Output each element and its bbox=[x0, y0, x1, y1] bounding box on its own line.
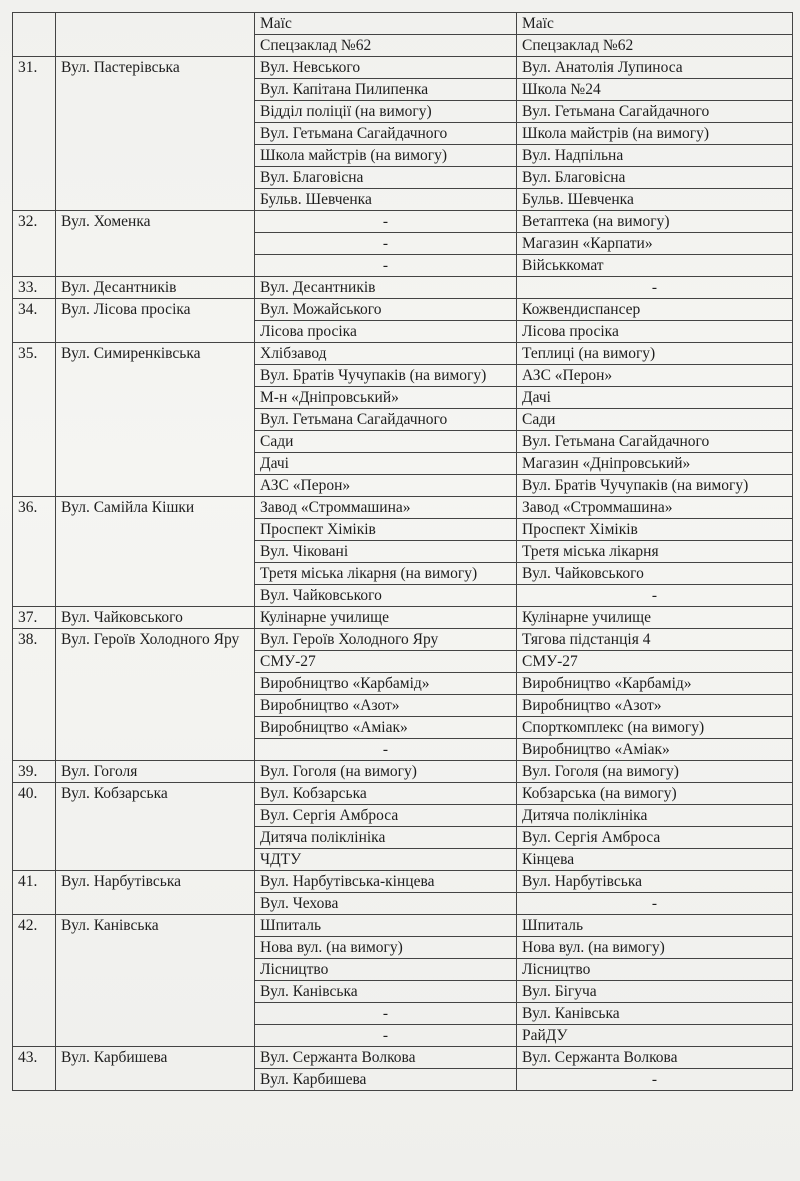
stop-backward: - bbox=[517, 277, 793, 299]
route-number: 40. bbox=[13, 783, 56, 871]
route-number: 36. bbox=[13, 497, 56, 607]
stop-forward: Бульв. Шевченка bbox=[255, 189, 517, 211]
stop-forward: Вул. Братів Чучупаків (на вимогу) bbox=[255, 365, 517, 387]
stop-backward: Кулінарне училище bbox=[517, 607, 793, 629]
stop-forward: Вул. Гетьмана Сагайдачного bbox=[255, 409, 517, 431]
stop-forward: ЧДТУ bbox=[255, 849, 517, 871]
stop-backward: АЗС «Перон» bbox=[517, 365, 793, 387]
stop-forward: Лісництво bbox=[255, 959, 517, 981]
stop-backward: Проспект Хіміків bbox=[517, 519, 793, 541]
street-name: Вул. Симиренківська bbox=[56, 343, 255, 497]
stop-backward: Виробництво «Аміак» bbox=[517, 739, 793, 761]
stop-backward: Тягова підстанція 4 bbox=[517, 629, 793, 651]
stop-forward: Виробництво «Азот» bbox=[255, 695, 517, 717]
route-number: 39. bbox=[13, 761, 56, 783]
table-row bbox=[13, 299, 793, 321]
stop-forward: Вул. Чехова bbox=[255, 893, 517, 915]
stop-backward: Вул. Гетьмана Сагайдачного bbox=[517, 431, 793, 453]
stop-backward: РайДУ bbox=[517, 1025, 793, 1047]
stop-backward: Вул. Сержанта Волкова bbox=[517, 1047, 793, 1069]
table-row bbox=[13, 915, 793, 937]
stop-forward: Вул. Кобзарська bbox=[255, 783, 517, 805]
route-number: 34. bbox=[13, 299, 56, 343]
stop-forward: Сади bbox=[255, 431, 517, 453]
table-row bbox=[13, 761, 793, 783]
street-name: Вул. Гоголя bbox=[56, 761, 255, 783]
stop-forward: Хлібзавод bbox=[255, 343, 517, 365]
route-stops-body bbox=[13, 13, 793, 1091]
stop-backward: Вул. Анатолія Лупиноса bbox=[517, 57, 793, 79]
stop-forward: Вул. Чайковського bbox=[255, 585, 517, 607]
route-number: 35. bbox=[13, 343, 56, 497]
street-name: Вул. Кобзарська bbox=[56, 783, 255, 871]
table-row bbox=[13, 277, 793, 299]
stop-backward: Вул. Нарбутівська bbox=[517, 871, 793, 893]
stop-backward: Кінцева bbox=[517, 849, 793, 871]
stop-forward: Вул. Капітана Пилипенка bbox=[255, 79, 517, 101]
street-name: Вул. Карбишева bbox=[56, 1047, 255, 1091]
table-row bbox=[13, 629, 793, 651]
stop-backward: Спорткомплекс (на вимогу) bbox=[517, 717, 793, 739]
stop-backward: Маїс bbox=[517, 13, 793, 35]
stop-forward: Вул. Невського bbox=[255, 57, 517, 79]
stop-forward: Вул. Героїв Холодного Яру bbox=[255, 629, 517, 651]
stop-backward: Вул. Гоголя (на вимогу) bbox=[517, 761, 793, 783]
stop-backward: Магазин «Карпати» bbox=[517, 233, 793, 255]
table-row bbox=[13, 211, 793, 233]
stop-forward: Школа майстрів (на вимогу) bbox=[255, 145, 517, 167]
stop-forward: Шпиталь bbox=[255, 915, 517, 937]
street-name: Вул. Самійла Кішки bbox=[56, 497, 255, 607]
stop-forward: Маїс bbox=[255, 13, 517, 35]
route-number: 38. bbox=[13, 629, 56, 761]
stop-forward: Дитяча поліклініка bbox=[255, 827, 517, 849]
stop-backward: Лісництво bbox=[517, 959, 793, 981]
stop-forward: - bbox=[255, 1025, 517, 1047]
route-number: 42. bbox=[13, 915, 56, 1047]
stop-forward: Вул. Сергія Амброса bbox=[255, 805, 517, 827]
table-row bbox=[13, 497, 793, 519]
route-number: 32. bbox=[13, 211, 56, 277]
stop-forward: Спецзаклад №62 bbox=[255, 35, 517, 57]
route-number: 31. bbox=[13, 57, 56, 211]
stop-backward: Шпиталь bbox=[517, 915, 793, 937]
stop-backward: Дачі bbox=[517, 387, 793, 409]
stop-forward: Лісова просіка bbox=[255, 321, 517, 343]
stop-forward: Проспект Хіміків bbox=[255, 519, 517, 541]
table-row bbox=[13, 13, 793, 35]
table-row bbox=[13, 783, 793, 805]
stop-forward: - bbox=[255, 739, 517, 761]
route-number: 41. bbox=[13, 871, 56, 915]
street-name: Вул. Лісова просіка bbox=[56, 299, 255, 343]
stop-forward: Третя міська лікарня (на вимогу) bbox=[255, 563, 517, 585]
stop-backward: Нова вул. (на вимогу) bbox=[517, 937, 793, 959]
stop-backward: Бульв. Шевченка bbox=[517, 189, 793, 211]
stop-backward: Військкомат bbox=[517, 255, 793, 277]
street-name: Вул. Чайковського bbox=[56, 607, 255, 629]
stop-backward: Вул. Бігуча bbox=[517, 981, 793, 1003]
stop-forward: М-н «Дніпровський» bbox=[255, 387, 517, 409]
stop-backward: Дитяча поліклініка bbox=[517, 805, 793, 827]
stop-forward: Нова вул. (на вимогу) bbox=[255, 937, 517, 959]
stop-forward: СМУ-27 bbox=[255, 651, 517, 673]
stop-forward: Вул. Карбишева bbox=[255, 1069, 517, 1091]
stop-forward: Вул. Гетьмана Сагайдачного bbox=[255, 123, 517, 145]
table-row bbox=[13, 1047, 793, 1069]
table-row bbox=[13, 607, 793, 629]
stop-backward: Спецзаклад №62 bbox=[517, 35, 793, 57]
stop-forward: Виробництво «Карбамід» bbox=[255, 673, 517, 695]
stop-backward: Вул. Благовісна bbox=[517, 167, 793, 189]
stop-forward: - bbox=[255, 233, 517, 255]
route-number: 33. bbox=[13, 277, 56, 299]
stop-forward: Вул. Канівська bbox=[255, 981, 517, 1003]
street-name: Вул. Десантників bbox=[56, 277, 255, 299]
stop-forward: Дачі bbox=[255, 453, 517, 475]
street-name bbox=[56, 13, 255, 57]
stop-forward: - bbox=[255, 255, 517, 277]
stop-backward: Вул. Братів Чучупаків (на вимогу) bbox=[517, 475, 793, 497]
street-name: Вул. Нарбутівська bbox=[56, 871, 255, 915]
stop-backward: Вул. Сергія Амброса bbox=[517, 827, 793, 849]
stop-forward: Вул. Десантників bbox=[255, 277, 517, 299]
stop-backward: Завод «Строммашина» bbox=[517, 497, 793, 519]
stop-backward: - bbox=[517, 585, 793, 607]
stop-backward: Вул. Чайковського bbox=[517, 563, 793, 585]
stop-backward: Кобзарська (на вимогу) bbox=[517, 783, 793, 805]
street-name: Вул. Хоменка bbox=[56, 211, 255, 277]
stop-backward: - bbox=[517, 893, 793, 915]
route-number: 43. bbox=[13, 1047, 56, 1091]
stop-forward: Вул. Чіковані bbox=[255, 541, 517, 563]
stop-backward: Магазин «Дніпровський» bbox=[517, 453, 793, 475]
stop-backward: Вул. Канівська bbox=[517, 1003, 793, 1025]
stop-backward: Ветаптека (на вимогу) bbox=[517, 211, 793, 233]
stop-forward: Відділ поліції (на вимогу) bbox=[255, 101, 517, 123]
stop-backward: Виробництво «Азот» bbox=[517, 695, 793, 717]
route-number: 37. bbox=[13, 607, 56, 629]
stop-forward: АЗС «Перон» bbox=[255, 475, 517, 497]
table-row bbox=[13, 343, 793, 365]
stop-backward: Сади bbox=[517, 409, 793, 431]
stop-forward: Кулінарне училище bbox=[255, 607, 517, 629]
stop-forward: Завод «Строммашина» bbox=[255, 497, 517, 519]
stop-backward: Вул. Гетьмана Сагайдачного bbox=[517, 101, 793, 123]
stop-forward: Вул. Можайського bbox=[255, 299, 517, 321]
stop-forward: - bbox=[255, 1003, 517, 1025]
stop-backward: Виробництво «Карбамід» bbox=[517, 673, 793, 695]
stop-backward: СМУ-27 bbox=[517, 651, 793, 673]
stop-forward: Вул. Благовісна bbox=[255, 167, 517, 189]
stop-forward: - bbox=[255, 211, 517, 233]
street-name: Вул. Героїв Холодного Яру bbox=[56, 629, 255, 761]
stop-backward: Кожвендиспансер bbox=[517, 299, 793, 321]
stop-forward: Виробництво «Аміак» bbox=[255, 717, 517, 739]
stop-backward: Теплиці (на вимогу) bbox=[517, 343, 793, 365]
stop-backward: Лісова просіка bbox=[517, 321, 793, 343]
stop-backward: Школа №24 bbox=[517, 79, 793, 101]
stop-forward: Вул. Нарбутівська-кінцева bbox=[255, 871, 517, 893]
route-stops-table bbox=[12, 12, 793, 1091]
stop-backward: Третя міська лікарня bbox=[517, 541, 793, 563]
route-number bbox=[13, 13, 56, 57]
stop-backward: Вул. Надпільна bbox=[517, 145, 793, 167]
table-row bbox=[13, 57, 793, 79]
table-row bbox=[13, 871, 793, 893]
stop-forward: Вул. Гоголя (на вимогу) bbox=[255, 761, 517, 783]
stop-backward: - bbox=[517, 1069, 793, 1091]
street-name: Вул. Канівська bbox=[56, 915, 255, 1047]
stop-backward: Школа майстрів (на вимогу) bbox=[517, 123, 793, 145]
street-name: Вул. Пастерівська bbox=[56, 57, 255, 211]
stop-forward: Вул. Сержанта Волкова bbox=[255, 1047, 517, 1069]
